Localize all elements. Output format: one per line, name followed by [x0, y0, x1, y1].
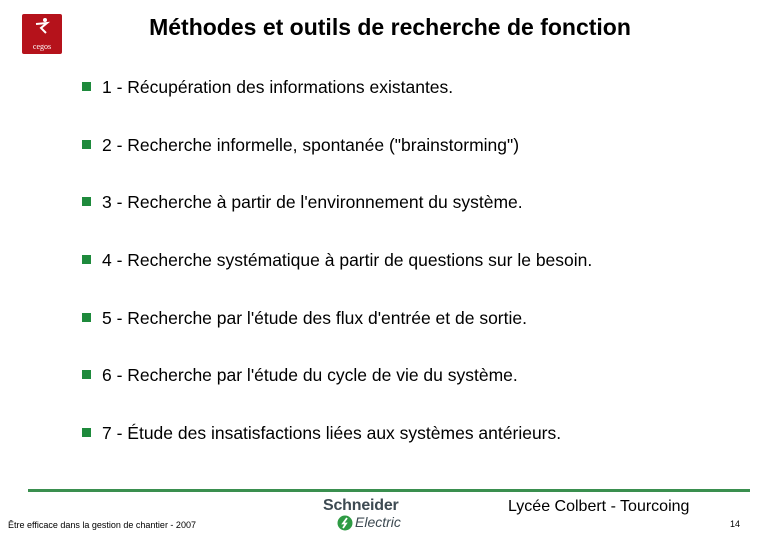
- bullet-square-icon: [82, 370, 91, 379]
- list-item-text: 2 - Recherche informelle, spontanée ("brainstorming"): [102, 134, 520, 155]
- schneider-electric-logo: [323, 497, 423, 533]
- list-item: [82, 248, 592, 306]
- electric-logo-text: Electric: [355, 514, 401, 530]
- list-item: [82, 421, 592, 479]
- list-item-text: 5 - Recherche par l'étude des flux d'entrée et de sortie.: [102, 307, 527, 328]
- bullet-square-icon: [82, 428, 91, 437]
- school-name: Lycée Colbert - Tourcoing: [508, 498, 690, 515]
- list-item: [82, 363, 592, 421]
- bullet-square-icon: [82, 255, 91, 264]
- bullet-square-icon: [82, 82, 91, 91]
- page-number: 14: [730, 519, 741, 529]
- list-item-text: 6 - Recherche par l'étude du cycle de vie du système.: [102, 365, 518, 386]
- list-item: [82, 133, 592, 191]
- bullet-square-icon: [82, 140, 91, 149]
- list-item: [82, 306, 592, 364]
- cegos-logo-text: cegos: [32, 42, 52, 51]
- bullet-square-icon: [82, 197, 91, 206]
- list-item: [82, 75, 592, 133]
- footer-course-text: Être efficace dans la gestion de chantier - 2007: [8, 520, 196, 530]
- list-item: [82, 190, 592, 248]
- list-item-text: 7 - Étude des insatisfactions liées aux systèmes antérieurs.: [102, 423, 562, 444]
- list-item-text: 3 - Recherche à partir de l'environnement du système.: [102, 192, 523, 213]
- page-title: Méthodes et outils de recherche de fonction: [149, 14, 631, 40]
- list-item-text: 1 - Récupération des informations existantes.: [102, 77, 454, 97]
- footer-divider: [28, 489, 750, 492]
- schneider-logo-text: Schneider: [323, 497, 399, 514]
- schneider-mark-icon: [337, 515, 353, 531]
- bullet-square-icon: [82, 313, 91, 322]
- list-item-text: 4 - Recherche systématique à partir de questions sur le besoin.: [102, 250, 593, 271]
- method-list: [82, 75, 592, 479]
